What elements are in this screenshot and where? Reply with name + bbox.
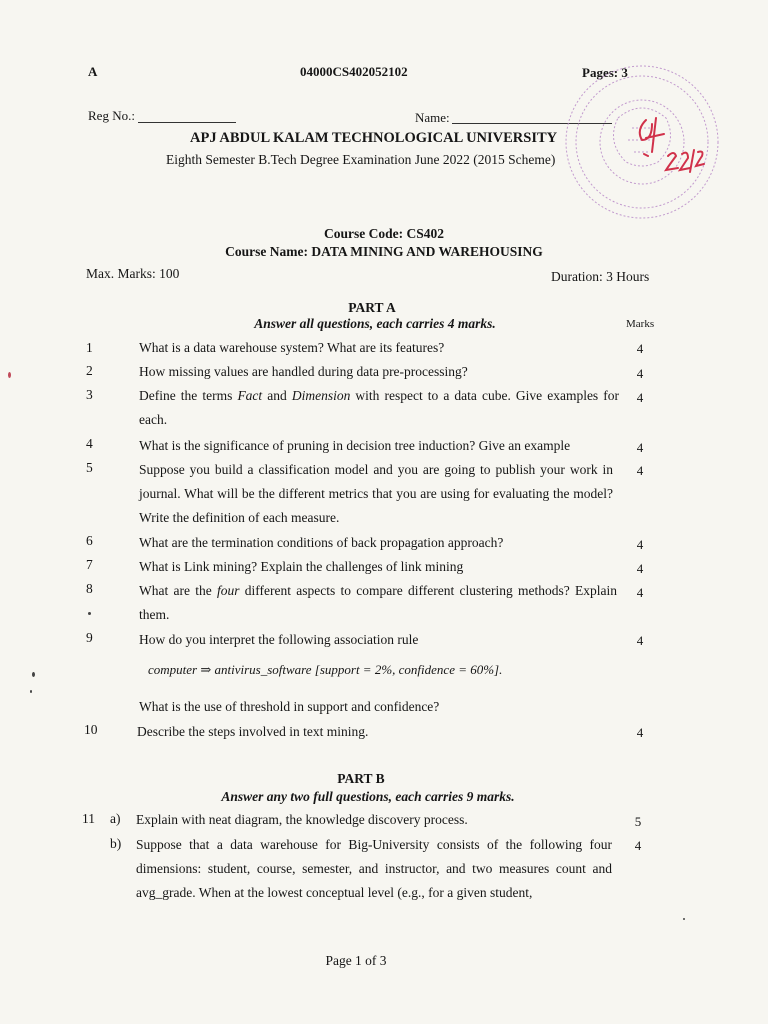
question-number: 10 [84,722,98,737]
question-marks: 4 [636,366,644,381]
question-marks: 4 [636,633,644,648]
scan-mark [683,918,685,920]
question-number: 11 [82,811,95,826]
page-number: Page 1 of 3 [325,953,387,968]
marks-header: Marks [626,318,655,330]
part-b-title: PART B [337,771,385,786]
question-marks: 4 [636,585,644,600]
scan-mark [30,690,32,693]
scan-mark [88,612,91,615]
question-text: What are the four different aspects to compare different clustering methods? Explain them. [139,583,617,622]
scan-mark [32,672,35,677]
question-text: What is a data warehouse system? What are its features? [139,340,445,355]
university-name: APJ ABDUL KALAM TECHNOLOGICAL UNIVERSITY [190,130,558,146]
sub-question-label: a) [110,811,121,826]
question-marks: 4 [636,341,644,356]
max-marks: Max. Marks: 100 [86,266,180,281]
scan-mark [8,372,11,378]
question-text: What are the termination conditions of back propagation approach? [139,535,504,550]
question-text: Define the terms Fact and Dimension with respect to a data cube. Give examples for each. [139,388,619,427]
question-followup: What is the use of threshold in support and confidence? [139,699,440,714]
set-label: A [88,64,98,79]
name-label: Name: [415,110,450,125]
duration: Duration: 3 Hours [551,269,650,284]
question-text: What is Link mining? Explain the challenges of link mining [139,559,464,574]
paper-code: 04000CS402052102 [300,64,408,79]
sub-question-label: b) [110,836,122,851]
question-number: 8 [86,581,93,596]
question-text: Explain with neat diagram, the knowledge discovery process. [136,812,468,827]
question-marks: 4 [634,838,642,853]
question-marks: 4 [636,390,644,405]
course-code: Course Code: CS402 [324,226,444,241]
question-text: How missing values are handled during data pre-processing? [139,364,468,379]
pages-label: Pages: 3 [582,65,628,80]
question-text: Suppose you build a classification model and you are going to publish your work in journal. What will be the different metrics that you are using for evaluating the model? Write the definition of each measure. [139,462,613,525]
question-text: Describe the steps involved in text mining. [137,724,369,739]
question-text: What is the significance of pruning in decision tree induction? Give an example [139,438,571,453]
seal-icon [548,58,724,220]
question-number: 2 [86,363,93,378]
question-number: 5 [86,460,93,475]
question-number: 1 [86,340,93,355]
question-number: 6 [86,533,93,548]
part-b-instruction: Answer any two full questions, each carries 9 marks. [221,789,515,804]
question-text: How do you interpret the following association rule [139,632,419,647]
name-line [452,123,612,124]
question-number: 4 [86,436,93,451]
question-number: 9 [86,630,93,645]
question-marks: 4 [636,440,644,455]
reg-no-label: Reg No.: [88,108,135,123]
question-marks: 4 [636,463,644,478]
question-marks: 4 [636,561,644,576]
question-number: 3 [86,387,93,402]
question-number: 7 [86,557,93,572]
question-marks: 4 [636,725,644,740]
question-marks: 4 [636,537,644,552]
college-seal-stamp [548,58,724,220]
association-rule-formula: computer ⇒ antivirus_software [support = 2%, confidence = 60%]. [148,662,503,677]
part-a-instruction: Answer all questions, each carries 4 marks. [254,316,496,331]
question-marks: 5 [634,814,642,829]
reg-no-line [138,122,236,123]
course-name: Course Name: DATA MINING AND WAREHOUSING [225,244,543,259]
part-a-title: PART A [348,300,396,315]
question-text: Suppose that a data warehouse for Big-University consists of the following four dimensions: student, course, semester, and instructor, and two measures count and avg_grade. When at the lowest conceptual level (e.g., for a given student, [136,837,612,900]
exam-title: Eighth Semester B.Tech Degree Examination June 2022 (2015 Scheme) [166,152,556,167]
